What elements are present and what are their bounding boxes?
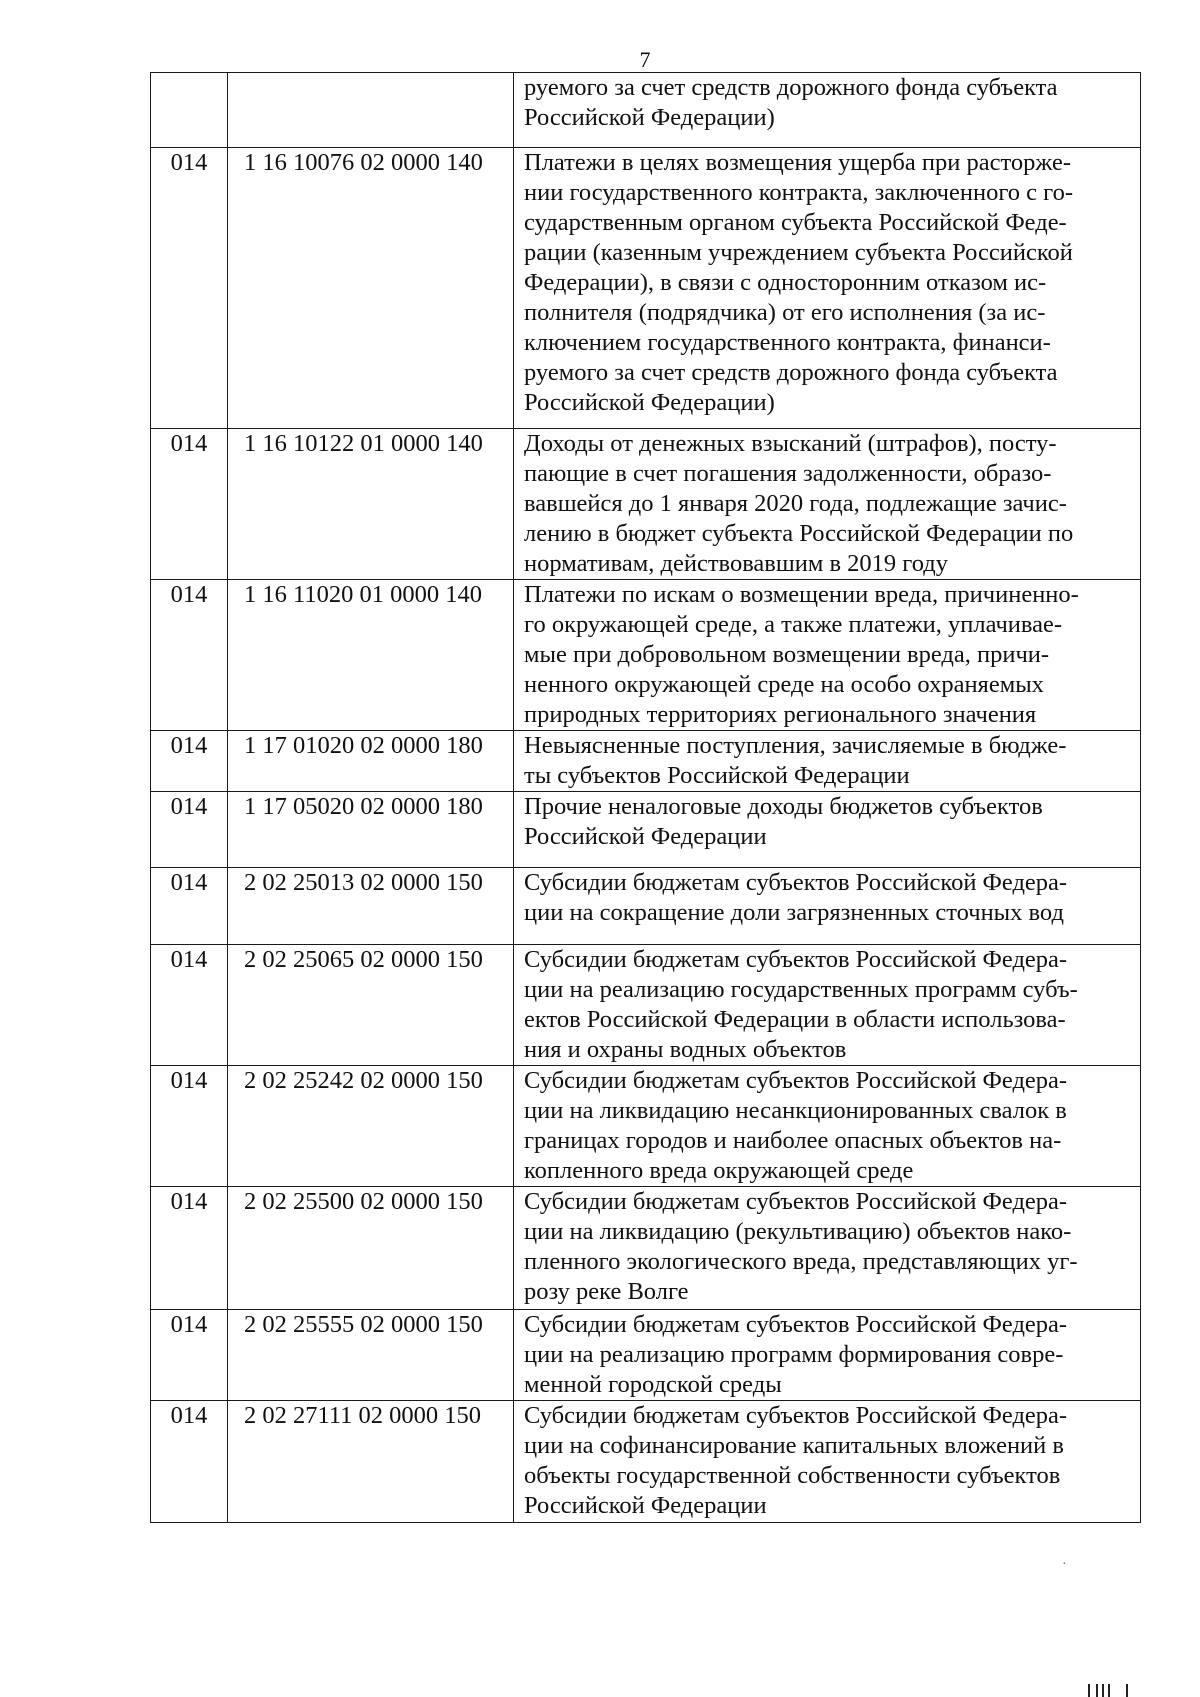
revenue-name-line: ции на ликвидацию (рекультивацию) объектов нако- [524, 1218, 1072, 1245]
revenue-name-line: Прочие неналоговые доходы бюджетов субъектов [524, 793, 1043, 820]
admin-code-cell: 014 [151, 1310, 228, 1401]
admin-code-cell: 014 [151, 1066, 228, 1187]
table-row [151, 792, 1141, 868]
revenue-name-line: ненного окружающей среде на особо охраняемых [524, 671, 1044, 698]
budget-classification-code-cell [228, 73, 514, 148]
revenue-name-cell [514, 868, 1141, 945]
page-number: 7 [639, 47, 651, 72]
budget-classification-code-cell: 2 02 27111 02 0000 150 [228, 1401, 514, 1523]
revenue-name-line: ции на реализацию государственных программ субъ- [524, 976, 1078, 1003]
revenue-name-line: рации (казенным учреждением субъекта Российской [524, 239, 1073, 266]
table-row [151, 1401, 1141, 1523]
table-row [151, 1066, 1141, 1187]
revenue-name-line: Субсидии бюджетам субъектов Российской Федера- [524, 869, 1068, 896]
table-row [151, 1310, 1141, 1401]
revenue-name-cell [514, 1310, 1141, 1401]
admin-code-cell: 014 [151, 1187, 228, 1310]
admin-code-cell: 014 [151, 945, 228, 1066]
admin-code-cell: 014 [151, 580, 228, 731]
budget-classification-code-cell: 1 16 10076 02 0000 140 [228, 148, 514, 429]
revenue-name-line: Платежи по искам о возмещении вреда, причиненно- [524, 581, 1079, 608]
revenue-name-line: ции на сокращение доли загрязненных сточных вод [524, 899, 1064, 926]
revenue-name-line: ты субъектов Российской Федерации [524, 762, 910, 789]
admin-code-cell: 014 [151, 731, 228, 792]
admin-code-cell: 014 [151, 1401, 228, 1523]
budget-classification-code-cell: 2 02 25013 02 0000 150 [228, 868, 514, 945]
revenue-name-cell [514, 73, 1141, 148]
revenue-name-line: го окружающей среде, а также платежи, уплачивае- [524, 611, 1063, 638]
revenue-name-cell [514, 148, 1141, 429]
revenue-name-line: розу реке Волге [524, 1278, 689, 1305]
budget-classification-code-cell: 2 02 25500 02 0000 150 [228, 1187, 514, 1310]
table-row [151, 73, 1141, 148]
budget-classification-code-cell: 1 17 01020 02 0000 180 [228, 731, 514, 792]
revenue-name-cell [514, 429, 1141, 580]
table-row [151, 945, 1141, 1066]
revenue-name-line: Субсидии бюджетам субъектов Российской Федера- [524, 1067, 1068, 1094]
table-body [151, 73, 1141, 1523]
revenue-name-line: копленного вреда окружающей среде [524, 1157, 914, 1184]
revenue-name-cell [514, 1401, 1141, 1523]
revenue-name-cell [514, 731, 1141, 792]
revenue-name-line: Субсидии бюджетам субъектов Российской Федера- [524, 946, 1068, 973]
revenue-name-line: Доходы от денежных взысканий (штрафов), посту- [524, 430, 1057, 457]
revenue-name-line: нормативам, действовавшим в 2019 году [524, 550, 949, 577]
revenue-name-line: ния и охраны водных объектов [524, 1036, 847, 1063]
revenue-name-line: Невыясненные поступления, зачисляемые в бюдже- [524, 732, 1067, 759]
admin-code-cell: 014 [151, 792, 228, 868]
admin-code-cell: 014 [151, 429, 228, 580]
revenue-name-line: руемого за счет средств дорожного фонда субъекта [524, 74, 1058, 101]
revenue-name-cell [514, 1066, 1141, 1187]
budget-classification-code-cell: 2 02 25555 02 0000 150 [228, 1310, 514, 1401]
admin-code-cell [151, 73, 228, 148]
revenue-name-cell [514, 1187, 1141, 1310]
revenue-name-line: природных территориях регионального значения [524, 701, 1037, 728]
revenue-name-line: Субсидии бюджетам субъектов Российской Федера- [524, 1402, 1068, 1429]
revenue-name-cell [514, 792, 1141, 868]
revenue-name-line: руемого за счет средств дорожного фонда субъекта [524, 359, 1058, 386]
revenue-name-line: Федерации), в связи с односторонним отказом ис- [524, 269, 1047, 296]
table-row [151, 580, 1141, 731]
budget-classification-code-cell: 1 16 11020 01 0000 140 [228, 580, 514, 731]
revenue-name-line: сударственным органом субъекта Российской Феде- [524, 209, 1067, 236]
revenue-name-line: ключением государственного контракта, финанси- [524, 329, 1051, 356]
revenue-name-cell [514, 945, 1141, 1066]
table-row [151, 148, 1141, 429]
revenue-name-line: лению в бюджет субъекта Российской Федерации по [524, 520, 1074, 547]
revenue-name-line: объекты государственной собственности субъектов [524, 1462, 1061, 1489]
budget-classification-code-cell: 2 02 25242 02 0000 150 [228, 1066, 514, 1187]
revenue-name-line: пленного экологического вреда, представляющих уг- [524, 1248, 1078, 1275]
revenue-name-line: ции на софинансирование капитальных вложений в [524, 1432, 1064, 1459]
table-row [151, 731, 1141, 792]
revenue-name-line: вавшейся до 1 января 2020 года, подлежащие зачис- [524, 490, 1067, 517]
revenue-name-line: ции на реализацию программ формирования совре- [524, 1341, 1064, 1368]
budget-classification-code-cell: 1 16 10122 01 0000 140 [228, 429, 514, 580]
revenue-name-line: Субсидии бюджетам субъектов Российской Федера- [524, 1188, 1068, 1215]
revenue-name-line: границах городов и наиболее опасных объектов на- [524, 1127, 1062, 1154]
admin-code-cell: 014 [151, 148, 228, 429]
revenue-name-line: Российской Федерации) [524, 104, 775, 131]
revenue-name-line: мые при добровольном возмещении вреда, причи- [524, 641, 1050, 668]
revenue-name-line: Платежи в целях возмещения ущерба при расторже- [524, 149, 1071, 176]
revenue-name-line: ектов Российской Федерации в области использова- [524, 1006, 1066, 1033]
table-row [151, 429, 1141, 580]
admin-code-cell: 014 [151, 868, 228, 945]
budget-codes-table [150, 72, 1141, 1523]
scan-edge-marks [1088, 1684, 1128, 1697]
table-row [151, 868, 1141, 945]
revenue-name-line: Субсидии бюджетам субъектов Российской Федера- [524, 1311, 1068, 1338]
table-row [151, 1187, 1141, 1310]
revenue-name-line: Российской Федерации [524, 1492, 767, 1519]
revenue-name-line: Российской Федерации) [524, 389, 775, 416]
revenue-name-line: нии государственного контракта, заключенного с го- [524, 179, 1074, 206]
budget-classification-code-cell: 2 02 25065 02 0000 150 [228, 945, 514, 1066]
revenue-name-line: Российской Федерации [524, 823, 767, 850]
budget-classification-code-cell: 1 17 05020 02 0000 180 [228, 792, 514, 868]
scan-speck: · [1062, 1557, 1067, 1572]
revenue-name-line: ции на ликвидацию несанкционированных свалок в [524, 1097, 1067, 1124]
revenue-name-line: пающие в счет погашения задолженности, образо- [524, 460, 1052, 487]
revenue-name-line: полнителя (подрядчика) от его исполнения (за ис- [524, 299, 1046, 326]
revenue-name-line: менной городской среды [524, 1371, 782, 1398]
revenue-name-cell [514, 580, 1141, 731]
